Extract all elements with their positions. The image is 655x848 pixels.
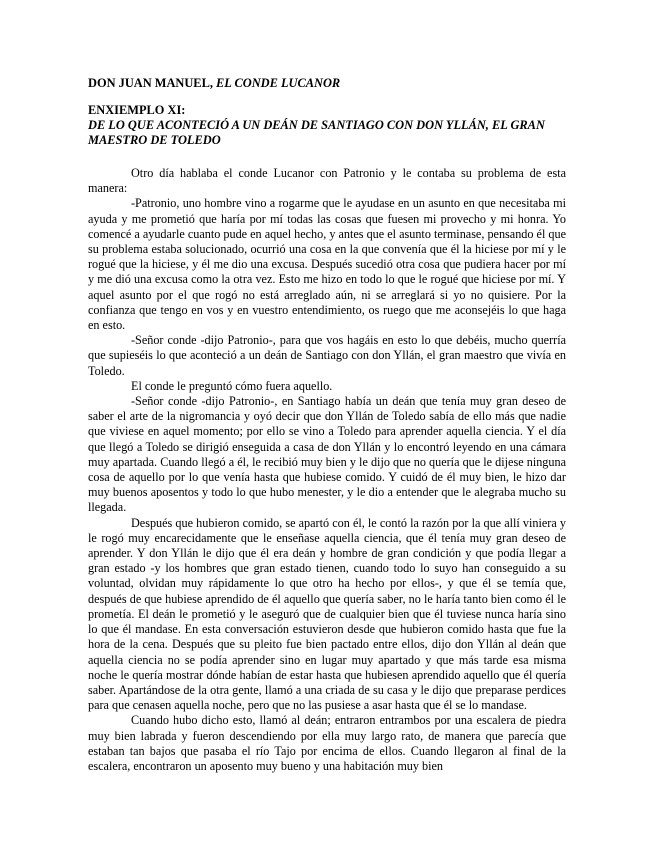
author-name: DON JUAN MANUEL, (88, 76, 213, 90)
author-line (88, 76, 340, 91)
paragraph: Después que hubieron comido, se apartó con él, le contó la razón por la que allí viniera y le rogó muy encarecidamente que le enseñase aquella ciencia, que él tenía muy gran deseo de aprender. Y don Yllán le dijo que él era deán y hombre de gran condición y que podía llegar a gran estado -y los hombres que gran estado tienen, cuando todo lo suyo han conseguido a su voluntad, olvidan muy rápidamente lo que otro ha hecho por ellos-, y que él se temía que, después de que hubiese aprendido de él aquello que quería saber, no le haría tanto bien como él le prometía. El deán le prometió y le aseguró que de cualquier bien que él tuviese nunca haría sino lo que él mandase. En esta conversación estuvieron desde que hubieron comido hasta que fue la hora de la cena. Después que su pleito fue bien pactado entre ellos, dijo don Yllán al deán que aquella ciencia no se podía aprender sino en lugar muy apartado y que más tarde esa misma noche le quería mostrar dónde habían de estar hasta que hubiesen aprendido aquello que él quería saber. Apartándose de la otra gente, llamó a una criada de su casa y le dijo que preparase perdices para que cenasen aquella noche, pero que no las pusiese a asar hasta que él se lo mandase. (88, 515, 566, 713)
paragraph: Otro día hablaba el conde Lucanor con Patronio y le contaba su problema de esta manera: (88, 166, 566, 196)
paragraph: Cuando hubo dicho esto, llamó al deán; entraron entrambos por una escalera de piedra muy bien labrada y fueron descendiendo por ella muy largo rato, de manera que parecía que estaban tan bajos que pasaba el río Tajo por encima de ellos. Cuando llegaron al final de la escalera, encontraron un aposento muy bueno y una habitación muy bien (88, 713, 566, 773)
enxiemplo-heading: ENXIEMPLO XI: (88, 103, 186, 117)
paragraph: -Señor conde -dijo Patronio-, para que vos hagáis en esto lo que debéis, mucho querría que supieséis lo que aconteció a un deán de Santiago con don Yllán, el gran maestro que vivía en Toledo. (88, 333, 566, 378)
paragraph: El conde le preguntó cómo fuera aquello. (131, 378, 333, 393)
chapter-subtitle: DE LO QUE ACONTECIÓ A UN DEÁN DE SANTIAGO CON DON YLLÁN, EL GRAN MAESTRO DE TOLEDO (88, 118, 545, 148)
body-text (88, 166, 566, 774)
paragraph: -Señor conde -dijo Patronio-, en Santiago había un deán que tenía muy gran deseo de saber el arte de la nigromancia y oyó decir que don Yllán de Toledo sabía de ello más que nadie que viviese en aquel momento; por ello se vino a Toledo para aprender aquella ciencia. Y el día que llegó a Toledo se dirigió enseguida a casa de don Yllán y lo encontró leyendo en una cámara muy apartada. Cuando llegó a él, le recibió muy bien y le dijo que no quería que le dijese ninguna cosa de aquello por lo que venía hasta que hubiese comido. Y cuidó de él muy bien, le hizo dar muy buenos aposentos y todo lo que hubo menester, y le dio a entender que le alegraba mucho su llegada. (88, 394, 566, 515)
work-title: EL CONDE LUCANOR (216, 76, 341, 90)
paragraph: -Patronio, uno hombre vino a rogarme que le ayudase en un asunto en que necesitaba mi ayuda y me prometió que haría por mí todas las cosas que fuesen mi provecho y mi honra. Yo comencé a ayudarle cuanto pude en aquel hecho, y antes que el asunto terminase, pensando él que su problema estaba solucionado, ocurrió una cosa en la que convenía que él la hiciese por mí y le rogué que la hiciese, y él me dio una excusa. Después sucedió otra cosa que pudiera hacer por mí y me dió una excusa como la otra vez. Esto me hizo en todo lo que le rogué que hiciese por mí. Y aquel asunto por el que rogó no está arreglado aún, ni se arreglará si yo no quisiere. Por la confianza que tengo en vos y en vuestro entendimiento, os ruego que me aconsejéis lo que haga en esto. (88, 196, 566, 333)
